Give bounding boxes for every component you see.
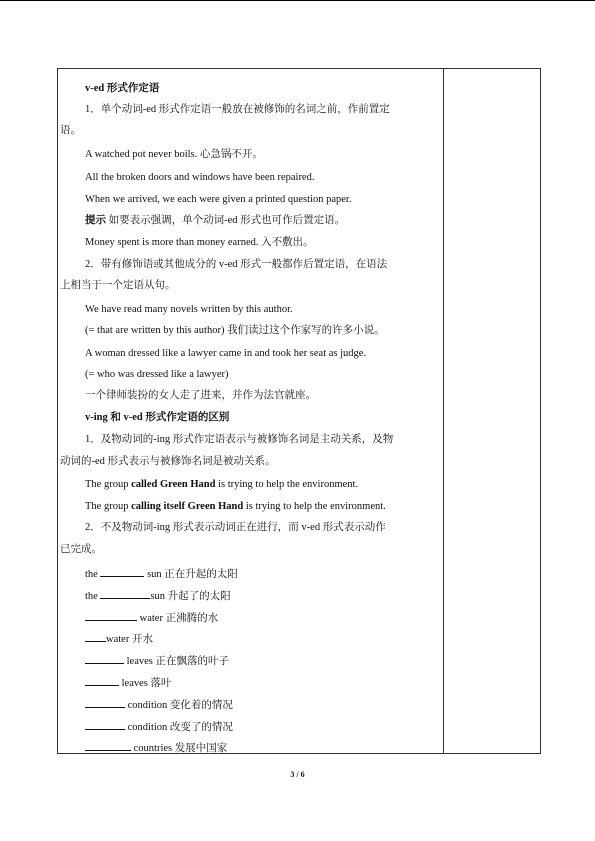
fill-blank[interactable]: [85, 610, 137, 621]
page-number: 3 / 6: [290, 770, 305, 779]
tip-line: [85, 214, 345, 228]
fill-blank[interactable]: [85, 697, 125, 708]
section-title-compare: v-ing 和 v-ed 形式作定语的区别: [85, 412, 230, 423]
fill-blank[interactable]: [85, 631, 106, 642]
rule-1-line-2: 语。: [60, 125, 81, 136]
top-rule: [0, 0, 595, 1]
example-5: We have read many novels written by this author.: [85, 304, 293, 315]
column-divider: [443, 69, 444, 753]
rule-4-line-1: 2．不及物动词-ing 形式表示动词正在进行，而 v-ed 形式表示动作: [85, 522, 386, 533]
rule-3-line-1: 1．及物动词的-ing 形式作定语表示与被修饰名词是主动关系，及物: [85, 434, 394, 445]
fill-blank[interactable]: [100, 588, 150, 599]
blank-item: countries 发展中国家: [85, 740, 227, 756]
tip-text: 如要表示强调，单个动词-ed 形式也可作后置定语。: [106, 215, 346, 226]
blank-item: condition 变化着的情况: [85, 697, 233, 713]
tip-label: 提示: [85, 215, 106, 226]
blank-item: leaves 正在飘落的叶子: [85, 653, 229, 669]
fill-blank[interactable]: [100, 566, 144, 577]
example-2: All the broken doors and windows have been repaired.: [85, 172, 315, 183]
fill-blank[interactable]: [85, 719, 125, 730]
blank-item: condition 改变了的情况: [85, 719, 233, 735]
content-table: [57, 68, 541, 754]
example-4: Money spent is more than money earned. 入不敷出。: [85, 237, 314, 248]
example-3: When we arrived, we each were given a printed question paper.: [85, 194, 352, 205]
example-11: The group calling itself Green Hand is trying to help the environment.: [85, 501, 386, 512]
example-6: (= that are written by this author) 我们读过这个作家写的许多小说。: [85, 325, 385, 336]
example-10: The group called Green Hand is trying to help the environment.: [85, 479, 359, 490]
fill-blank[interactable]: [85, 740, 131, 751]
rule-3-line-2: 动词的-ed 形式表示与被修饰名词是被动关系。: [60, 456, 276, 467]
rule-4-line-2: 已完成。: [60, 544, 102, 555]
fill-blank[interactable]: [85, 675, 119, 686]
example-9: 一个律师装扮的女人走了进来，并作为法官就座。: [85, 390, 316, 401]
blank-item: water 开水: [85, 631, 153, 647]
rule-2-line-2: 上相当于一个定语从句。: [60, 280, 176, 291]
example-7: A woman dressed like a lawyer came in and took her seat as judge.: [85, 348, 367, 359]
fill-blank[interactable]: [85, 653, 124, 664]
example-1: A watched pot never boils. 心急锅不开。: [85, 149, 263, 160]
rule-1-line-1: 1．单个动词-ed 形式作定语一般放在被修饰的名词之前，作前置定: [85, 104, 390, 115]
blank-item: leaves 落叶: [85, 675, 172, 691]
blank-item: the sun 正在升起的太阳: [85, 566, 238, 582]
section-title-ved: v-ed 形式作定语: [85, 83, 160, 94]
blank-item: water 正沸腾的水: [85, 610, 218, 626]
rule-2-line-1: 2．带有修饰语或其他成分的 v-ed 形式一般都作后置定语，在语法: [85, 259, 388, 270]
example-8: (= who was dressed like a lawyer): [85, 369, 229, 380]
blank-item: the sun 升起了的太阳: [85, 588, 231, 604]
